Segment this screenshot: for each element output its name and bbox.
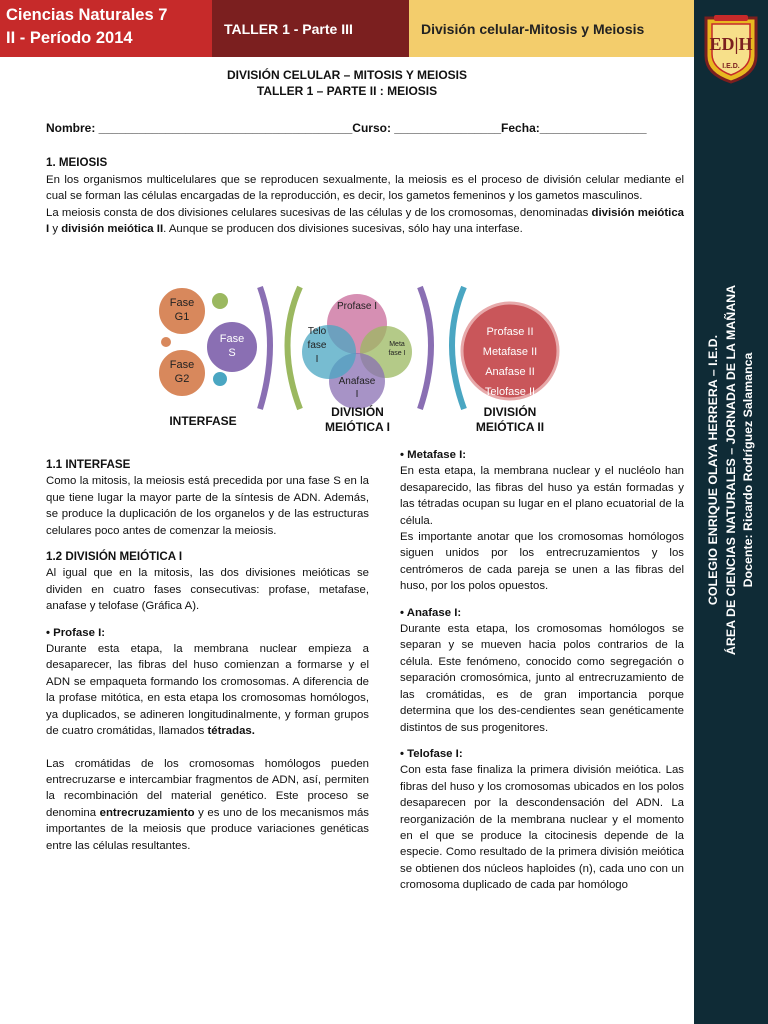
caption-interfase: INTERFASE: [169, 414, 237, 428]
label-meta-a: Meta: [389, 341, 405, 348]
sidebar-area: ÁREA DE CIENCIAS NATURALES – JORNADA DE LA MAÑANA: [723, 284, 738, 656]
heading-metafase-i: • Metafase I:: [400, 449, 467, 461]
topic-label: División celular-Mitosis y Meiosis: [409, 0, 694, 57]
label-sb: S: [228, 347, 236, 359]
label-telofase-ii: Telofase II: [484, 386, 536, 398]
title-line1: DIVISIÓN CELULAR – MITOSIS Y MEIOSIS: [226, 68, 468, 82]
course-line1: Ciencias Naturales 7: [6, 6, 168, 24]
label-telo-a: Telo: [307, 326, 327, 337]
bracket-purple-1: [260, 287, 270, 409]
sidebar-vertical-text: [705, 170, 758, 770]
label-profase-ii: Profase II: [486, 326, 534, 338]
logo-text: ED|H: [709, 34, 753, 54]
label-g2a: Fase: [169, 359, 195, 371]
paragraph-interfase: Como la mitosis, la meiosis está precedida por una fase S en la que tiene lugar la mayor parte de la síntesis de ADN. Además, se produce la duplicación de los organelos y de las estructuras celulares poco antes de comenzar la meiosis.: [46, 475, 369, 537]
label-telo-b: fase: [307, 340, 327, 351]
heading-telofase-i: • Telofase I:: [400, 747, 463, 760]
student-form-line[interactable]: Nombre: ______________________________________Curso: ________________Fecha:________________: [46, 121, 647, 135]
section-heading-meiosis: 1. MEIOSIS: [46, 156, 108, 169]
sidebar-teacher: Docente: Ricardo Rodríguez Salamanca: [740, 352, 755, 588]
label-g1b: G1: [174, 311, 190, 323]
heading-anafase-i: • Anafase I:: [400, 606, 462, 619]
taller-label: TALLER 1 - Parte III: [212, 0, 409, 57]
label-ana-b: I: [355, 389, 359, 400]
label-anafase-ii: Anafase II: [485, 366, 535, 378]
paragraph-anafase-i: Durante esta etapa, los cromosomas homólogos se separan y se mueven hacia polos contrarios de la célula. Este fenómeno, conocido como segregación o separación cromosómica, junto al entrecruzamiento de las cromátidas, es de gran importancia porque determina que los des-cendientes sean genéticamente distintos de sus progenitores.: [400, 623, 684, 734]
intro-paragraph-2: La meiosis consta de dos divisiones celulares sucesivas de las células y de los cromosomas, denominadas división meiótica I y división meiótica II. Aunque se producen dos divisiones sucesivas, sólo hay una interfase.: [46, 206, 684, 236]
intro-paragraph-1: En los organismos multicelulares que se reproducen sexualmente, la meiosis es el proceso de división celular mediante el cual se forman las células encargadas de la reproducción, es decir, los gametos femeninos y los gametos masculinos.: [46, 173, 684, 203]
paragraph-metafase-i-2: Es importante anotar que los cromosomas homólogos siguen unidos por los entrecruzamientos y los centrómeros de cada pareja se unen a las fibras del huso, por los polos opuestos.: [400, 531, 684, 593]
label-metafase-ii: Metafase II: [482, 346, 538, 358]
logo-sub: I.E.D.: [722, 63, 740, 70]
heading-interfase: 1.1 INTERFASE: [46, 458, 131, 471]
heading-division-meiotica-i: 1.2 DIVISIÓN MEIÓTICA I: [46, 550, 183, 564]
dot-orange: [161, 337, 171, 347]
worksheet-page: [0, 57, 694, 1024]
course-title: [0, 0, 212, 57]
bracket-purple-2: [420, 287, 431, 409]
school-logo-icon: [700, 12, 762, 84]
document-title: [0, 67, 694, 99]
paragraph-profase-i: Durante esta etapa, la membrana nuclear empieza a desaparecer, las fibras del huso comienzan a formarse y el ADN se empaqueta formando los cromosomas. A diferencia de la profase mitótica, en esta etapa los cromosomas homólogos, ya duplicados, se adineren longitudinalmente, y forman grupos de cuatro cromátidas, llamados tétradas.: [46, 643, 369, 738]
caption-meiosis-ii: DIVISIÓN MEIÓTICA II: [475, 405, 545, 434]
meiosis-diagram: [120, 279, 580, 439]
left-column: [46, 457, 369, 854]
paragraph-entrecruzamiento: Las cromátidas de los cromosomas homólogos pueden entrecruzarse e intercambiar fragmentos de ADN, así, permiten la recombinación del material genético. Este proceso se denomina entrecruzamiento y es uno de los mecanismos más importantes de la meiosis que produce variaciones genéticas entre las células resultantes.: [46, 757, 369, 852]
title-line2: TALLER 1 – PARTE II : MEIOSIS: [256, 84, 438, 98]
dot-blue: [213, 372, 227, 386]
label-sa: Fase: [219, 333, 245, 345]
label-meta-b: fase I: [388, 350, 406, 357]
label-ana-a: Anafase: [338, 376, 376, 387]
label-g2b: G2: [174, 373, 190, 385]
bracket-green: [288, 287, 301, 409]
caption-meiosis-i: DIVISIÓN MEIÓTICA I: [325, 405, 390, 434]
paragraph-metafase-i-1: En esta etapa, la membrana nuclear y el nucléolo han desaparecido, las fibras del huso ya están formadas y las tétradas ocupan su lugar en el plano ecuatorial de la célula.: [400, 465, 684, 527]
header-band: [0, 0, 694, 57]
intro-section: [46, 155, 684, 238]
right-column: [400, 447, 684, 894]
label-telo-c: I: [315, 354, 319, 365]
label-profase-i: Profase I: [336, 301, 378, 312]
heading-profase-i: • Profase I:: [46, 626, 106, 639]
label-g1a: Fase: [169, 297, 195, 309]
course-line2: II - Período 2014: [6, 29, 133, 47]
paragraph-telofase-i: Con esta fase finaliza la primera división meiótica. Las fibras del huso y los cromosomas ubicados en los polos desaparecen por la descondensación del ADN. La reorganización de la membrana nuclear y el momento en el que se produce la citocinesis depende de la especie. Como resultado de la primera división meiótica se obtienen dos núcleos haploides (n), cada uno con un cromosoma duplicado de cada par homólogo: [400, 764, 684, 892]
school-sidebar: [694, 0, 768, 1024]
sidebar-school: COLEGIO ENRIQUE OLAYA HERRERA – I.E.D.: [705, 334, 720, 606]
paragraph-division-meiotica-i: Al igual que en la mitosis, las dos divisiones meióticas se dividen en cuatro fases consecutivas: profase, metafase, anafase y telofase (Gráfica A).: [46, 567, 369, 613]
dot-green: [212, 293, 228, 309]
